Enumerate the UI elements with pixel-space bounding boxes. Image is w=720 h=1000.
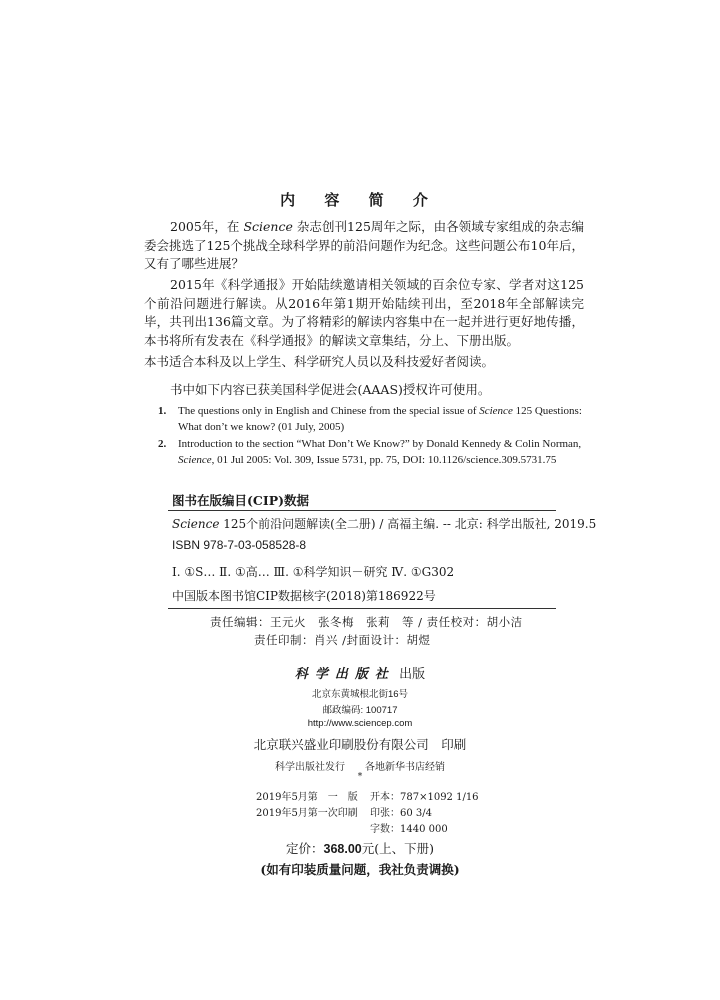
intro-p3-text: 本书适合本科及以上学生、科学研究人员以及科技爱好者阅读。 <box>144 354 495 369</box>
price-unit: 元(上、下册) <box>361 841 434 856</box>
cip-title-rest: 125个前沿问题解读(全二册) / 高福主编. -- 北京: 科学出版社, 2019.5 <box>219 517 597 531</box>
cip-data-box <box>168 510 597 609</box>
cip-heading: 图书在版编目(CIP)数据 <box>172 493 310 508</box>
printer-line: 北京联兴盛业印刷股份有限公司 印刷 <box>253 737 467 752</box>
separator-star: * <box>357 772 363 782</box>
spec-word-count: 字数：1440 000 <box>370 824 448 835</box>
spec-sheets: 印张：60 3/4 <box>370 808 432 819</box>
intro-paragraph-3 <box>144 353 584 372</box>
publisher-url: http://www.sciencep.com <box>307 718 413 729</box>
intro-p1-before: 2005年，在 <box>170 219 244 234</box>
intro-paragraph-1 <box>144 218 584 274</box>
staff-line-production: 责任印制：肖兴 /封面设计：胡煜 <box>254 633 431 647</box>
price-line <box>0 839 720 857</box>
license-list <box>158 404 590 470</box>
price-label: 定价： <box>285 841 324 856</box>
cip-isbn: ISBN 978-7-03-058528-8 <box>172 538 307 552</box>
license-item-number: 1. <box>158 405 167 417</box>
spec-printing: 2019年5月第一次印刷 <box>256 808 358 819</box>
staff-line-editors: 责任编辑：王元火 张冬梅 张莉 等 / 责任校对：胡小洁 <box>210 615 523 629</box>
license-list-item <box>158 437 590 468</box>
intro-p1-journal: Science <box>243 219 293 234</box>
license-item-text: Introduction to the section “What Don’t We Know?” by Donald Kennedy & Colin Norman, <box>178 438 582 450</box>
publisher-name: 科学出版社 <box>294 667 395 682</box>
license-item-journal: Science <box>178 453 212 466</box>
price-amount: 368.00 <box>323 842 362 856</box>
publisher-line <box>0 663 720 682</box>
license-item-text-end: 125 Questions: What don’t we know? (01 July, 2005) <box>178 405 582 433</box>
page-title: 内 容 简 介 <box>280 191 440 209</box>
cip-verify-number: 中国版本图书馆CIP数据核字(2018)第186922号 <box>172 589 436 603</box>
publisher-postcode: 邮政编码: 100717 <box>322 705 398 716</box>
publisher-address: 北京东黄城根北街16号 <box>311 689 409 700</box>
cip-classification: Ⅰ. ①S… Ⅱ. ①高… Ⅲ. ①科学知识－研究 Ⅳ. ①G302 <box>172 565 455 579</box>
quality-notice: (如有印装质量问题，我社负责调换) <box>260 862 460 877</box>
publisher-suffix: 出版 <box>394 667 426 682</box>
cip-journal: Science <box>172 517 220 531</box>
cip-title-line <box>172 515 596 532</box>
spec-edition: 2019年5月第 一 版 <box>256 792 358 803</box>
license-list-item <box>158 404 590 435</box>
intro-p1-after: 杂志创刊125周年之际，由各领域专家组成的杂志编委会挑选了125个挑战全球科学界的前沿问题作为纪念。这些问题公布10年后，又有了哪些进展？ <box>144 219 584 271</box>
license-item-text-end: , 01 Jul 2005: Vol. 309, Issue 5731, pp. 75, DOI: 10.1126/science.309.5731.75 <box>211 453 557 466</box>
distribution-line: 科学出版社发行 各地新华书店经销 <box>275 762 445 773</box>
license-item-journal: Science <box>479 405 513 417</box>
intro-paragraph-2 <box>144 276 584 350</box>
intro-p2-text: 2015年《科学通报》开始陆续邀请相关领域的百余位专家、学者对这125个前沿问题进行解读。从2016年第1期开始陆续刊出，至2018年全部解读完毕，共刊出136篇文章。为了将精彩的解读内容集中在一起并进行更好地传播，本书将所有发表在《科学通报》的解读文章集结，分上、下册出版。 <box>144 277 584 348</box>
spec-format: 开本：787×1092 1/16 <box>370 792 479 803</box>
intro-p4-text: 书中如下内容已获美国科学促进会(AAAS)授权许可使用。 <box>170 382 491 397</box>
license-item-text: The questions only in English and Chinese from the special issue of <box>178 405 480 417</box>
intro-paragraph-4 <box>144 381 584 400</box>
license-item-number: 2. <box>158 438 167 450</box>
